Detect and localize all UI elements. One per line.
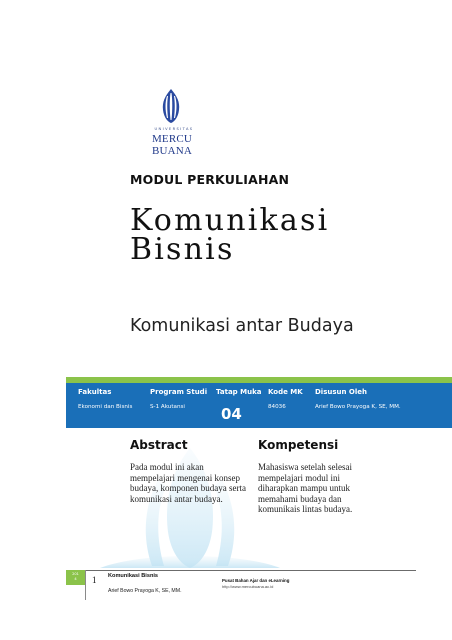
abstract-text: [130, 462, 246, 504]
disusun-oleh-label: Disusun Oleh: [315, 388, 368, 396]
footer-year-line-1: 201: [72, 572, 79, 576]
title-line-2: Bisnis: [130, 232, 235, 267]
footer-course-name: Komunikasi Bisnis: [108, 573, 159, 579]
abstract-line: mempelajari mengenai konsep: [130, 472, 240, 483]
kompetensi-heading: Kompetensi: [258, 438, 339, 452]
university-logo: [130, 88, 212, 156]
kode-mk-value: 84036: [268, 404, 286, 410]
abstract-line: Pada modul ini akan: [130, 462, 204, 472]
info-band: [66, 383, 452, 428]
footer-pusat: Pusat Bahan Ajar dan eLearning: [222, 578, 290, 583]
document-subtitle: Komunikasi antar Budaya: [130, 316, 354, 336]
disusun-oleh-value: Arief Bowo Prayoga K, SE, MM.: [315, 404, 401, 410]
kompetensi-line: Mahasiswa setelah selesai: [258, 462, 352, 472]
tatap-muka-label: Tatap Muka: [216, 388, 262, 396]
program-studi-value: S-1 Akutansi: [150, 404, 185, 410]
kompetensi-line: mempelajari modul ini: [258, 472, 340, 483]
footer-rule: [66, 570, 416, 571]
program-studi-label: Program Studi: [150, 388, 208, 396]
abstract-line: komunikasi antar budaya.: [130, 493, 223, 504]
footer-year-line-2: 4: [74, 577, 77, 581]
flame-emblem-icon: [156, 88, 186, 124]
footer-author: Arief Bowo Prayoga K, SE, MM.: [108, 588, 182, 594]
kompetensi-line: komunikais lintas budaya.: [258, 504, 353, 515]
kompetensi-text: [258, 462, 352, 515]
logo-university-name: MERCU BUANA: [151, 133, 193, 157]
kompetensi-line: memahami budaya dan: [258, 493, 342, 504]
fakultas-value: Ekonomi dan Bisnis: [78, 404, 133, 410]
page-number: 1: [92, 575, 97, 585]
kompetensi-line: diharapkan mampu untuk: [258, 483, 350, 494]
footer-url-link[interactable]: http://www.mercubuana.ac.id: [222, 584, 274, 589]
abstract-line: budaya, komponen budaya serta: [130, 483, 246, 494]
logo-university-label: UNIVERSITAS: [154, 127, 194, 131]
abstract-heading: Abstract: [130, 438, 188, 452]
modul-label: MODUL PERKULIAHAN: [130, 172, 290, 187]
document-title: [130, 203, 330, 267]
tatap-muka-value: 04: [221, 405, 242, 423]
footer-year-tab: [66, 570, 85, 585]
kode-mk-label: Kode MK: [268, 388, 303, 396]
title-line-1: Komunikasi: [130, 203, 330, 238]
footer-divider: [85, 570, 86, 600]
fakultas-label: Fakultas: [78, 388, 112, 396]
